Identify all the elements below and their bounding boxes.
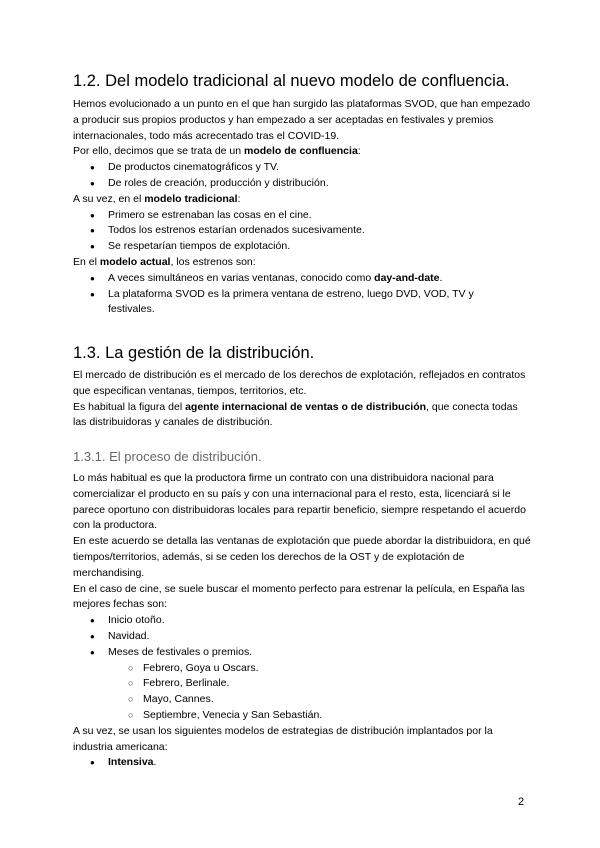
list-item: ● Meses de festivales o premios. xyxy=(73,645,533,661)
confluence-list xyxy=(73,160,533,192)
strategies-list xyxy=(73,755,533,771)
paragraph-intro: Hemos evolucionado a un punto en el que han surgido las plataformas SVOD, que han empezado a producir sus propios productos y han empezado a ser aceptadas en festivales y premios internacionales, todo más acrecentado tras el COVID-19. xyxy=(73,98,531,142)
paragraph-dates: En el caso de cine, se suele buscar el momento perfecto para estrenar la película, en España las mejores fechas son: xyxy=(73,582,525,611)
list-item: ● A veces simultáneos en varias ventanas, conocido como day-and-date. xyxy=(73,271,533,287)
dates-list xyxy=(73,613,533,724)
heading-1-3: 1.3. La gestión de la distribución. xyxy=(73,344,315,362)
paragraph-strategies: A su vez, se usan los siguientes modelos de estrategias de distribución implantados por la industria americana: xyxy=(73,724,493,753)
page-number: 2 xyxy=(518,796,525,808)
section-1-3-1-body xyxy=(73,471,533,771)
list-item: ● Navidad. xyxy=(73,629,533,645)
paragraph-agent: Es habitual la figura del agente internacional de ventas o de distribución, que conecta todas las distribuidoras y canales de distribución. xyxy=(73,400,518,429)
paragraph-agreement: En este acuerdo se detalla las ventanas de explotación que puede abordar la distribuidora, en qué tiempos/territorios, además, si se ceden los derechos de la OST y de explotación de merchandising. xyxy=(73,535,531,579)
paragraph-market: El mercado de distribución es el mercado de los derechos de explotación, reflejados en contratos que especifican ventanas, tiempos, territorios, etc. xyxy=(73,369,526,397)
list-item: ● Primero se estrenaban las cosas en el cine. xyxy=(73,208,533,224)
sub-list-item: ○ Febrero, Berlinale. xyxy=(73,676,533,692)
heading-1-2: 1.2. Del modelo tradicional al nuevo modelo de confluencia. xyxy=(73,72,510,90)
paragraph-current: En el modelo actual, los estrenos son: xyxy=(73,255,256,268)
traditional-list xyxy=(73,208,533,255)
list-item: ● Intensiva. xyxy=(73,755,533,771)
heading-1-3-1: 1.3.1. El proceso de distribución. xyxy=(73,449,262,464)
paragraph-confluence: Por ello, decimos que se trata de un modelo de confluencia: xyxy=(73,145,361,158)
list-item: ● De productos cinematográficos y TV. xyxy=(73,160,533,176)
sub-list-item: ○ Mayo, Cannes. xyxy=(73,692,533,708)
list-item: ● La plataforma SVOD es la primera ventana de estreno, luego DVD, VOD, TV y festivales. xyxy=(73,287,533,319)
current-list xyxy=(73,271,533,318)
sub-list-item: ○ Septiembre, Venecia y San Sebastián. xyxy=(73,708,533,724)
section-1-2-body xyxy=(73,97,533,318)
list-item: ● De roles de creación, producción y distribución. xyxy=(73,176,533,192)
list-item: ● Inicio otoño. xyxy=(73,613,533,629)
sub-list-item: ○ Febrero, Goya u Oscars. xyxy=(73,661,533,677)
list-item: ● Se respetarían tiempos de explotación. xyxy=(73,239,533,255)
list-item: ● Todos los estrenos estarían ordenados sucesivamente. xyxy=(73,223,533,239)
paragraph-traditional: A su vez, en el modelo tradicional: xyxy=(73,192,241,205)
paragraph-contract: Lo más habitual es que la productora firme un contrato con una distribuidora nacional para comercializar el producto en su país y con una internacional para el resto, esta, licenciará si le parece oportuno con distribuidoras locales para repartir beneficio, siempre respetando el acuerdo con la productora. xyxy=(73,472,526,532)
section-1-3-body xyxy=(73,368,533,431)
